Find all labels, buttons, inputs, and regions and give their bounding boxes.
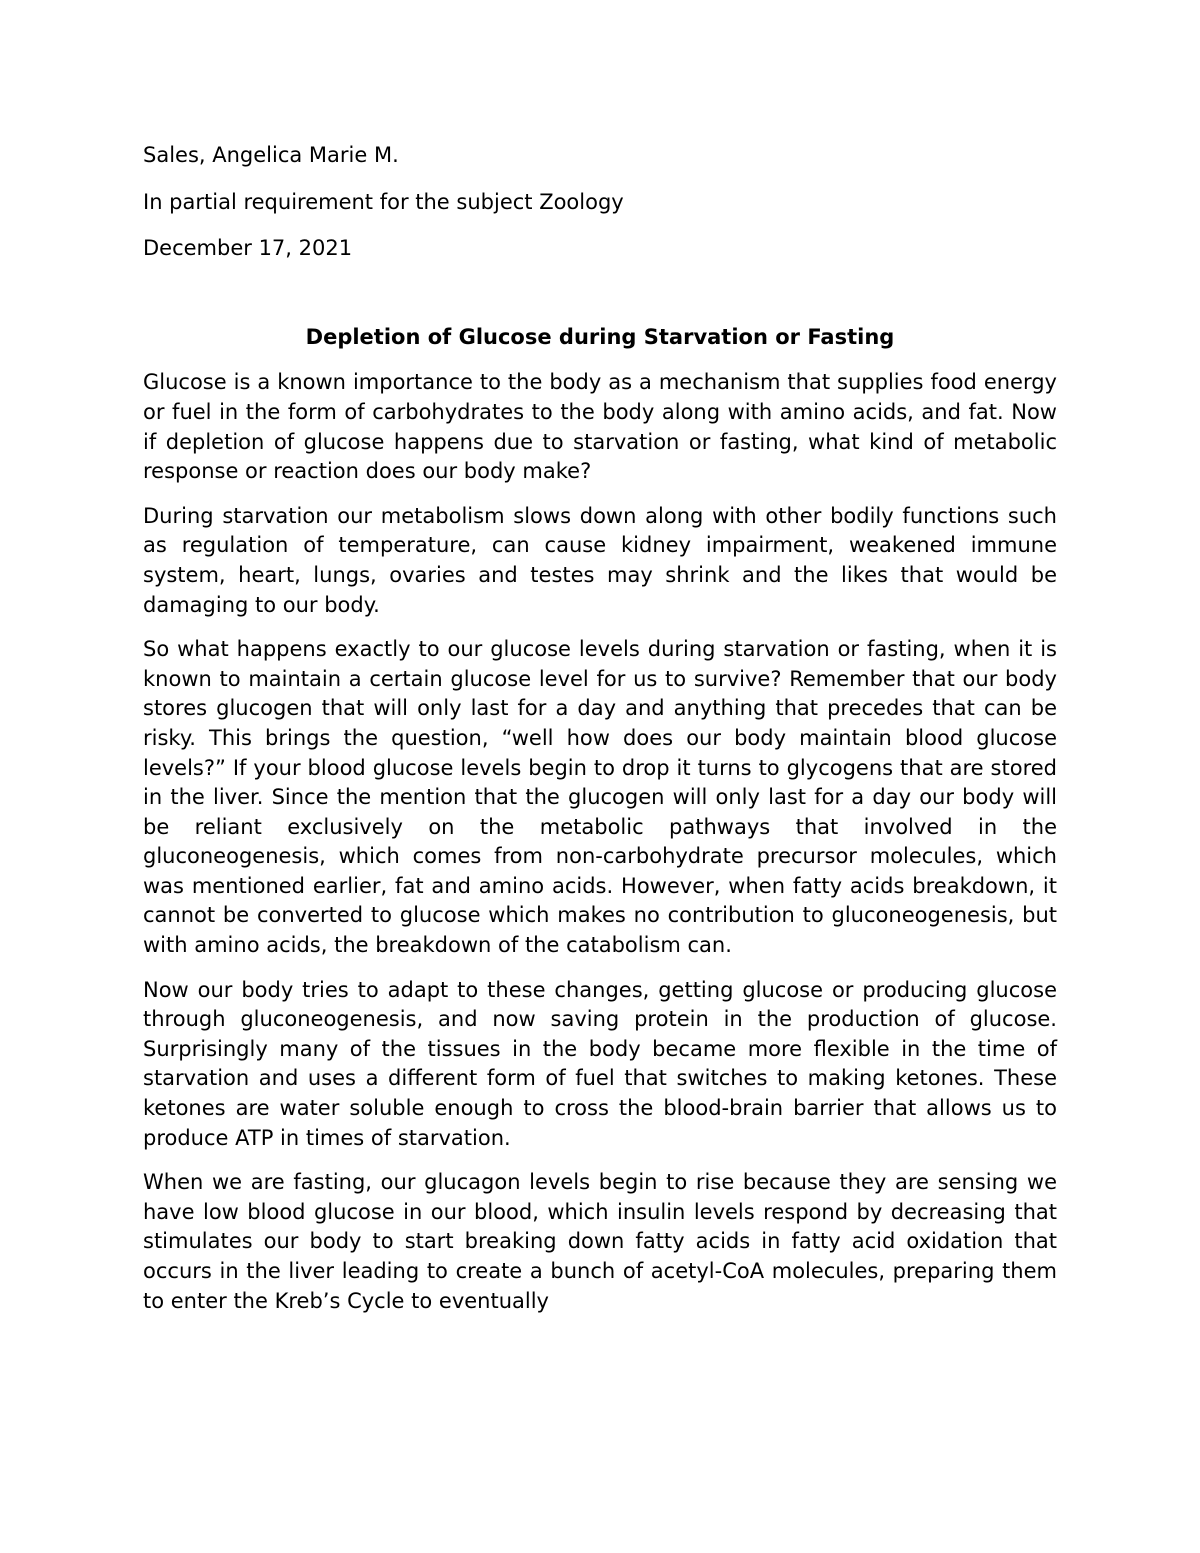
document-date: December 17, 2021 (143, 236, 353, 261)
paragraph-5: When we are fasting, our glucagon levels begin to rise because they are sensing we have low blood glucose in our blood, which insulin levels respond by decreasing that stimulates our body to start breaking down fatty acids in fatty acid oxidation that occurs in the liver leading to create a bunch of acetyl-CoA molecules, preparing them to enter the Kreb’s Cycle to eventually (143, 1170, 1057, 1313)
paragraph-4: Now our body tries to adapt to these changes, getting glucose or producing glucose through gluconeogenesis, and now saving protein in the production of glucose. Surprisingly many of the tissues in the body became more flexible in the time of starvation and uses a different form of fuel that switches to making ketones. These ketones are water soluble enough to cross the blood-brain barrier that allows us to produce ATP in times of starvation. (143, 977, 1057, 1150)
paragraph-2: During starvation our metabolism slows down along with other bodily functions such as regulation of temperature, can cause kidney impairment, weakened immune system, heart, lungs, ovaries and testes may shrink and the likes that would be damaging to our body. (143, 503, 1057, 617)
paragraph-1: Glucose is a known importance to the body as a mechanism that supplies food energy or fuel in the form of carbohydrates to the body along with amino acids, and fat. Now if depletion of glucose happens due to starvation or fasting, what kind of metabolic response or reaction does our body make? (143, 370, 1057, 484)
document-body (143, 141, 1057, 1316)
paragraph-3: So what happens exactly to our glucose levels during starvation or fasting, when it is known to maintain a certain glucose level for us to survive? Remember that our body stores glucogen that will only last for a day and anything that precedes that can be risky. This brings the question, “well how does our body maintain blood glucose levels?” If your blood glucose levels begin to drop it turns to glycogens that are stored in the liver. Since the mention that the glucogen will only last for a day our body will be reliant exclusively on the metabolic pathways that involved in the gluconeogenesis, which comes from non-carbohydrate precursor molecules, which was mentioned earlier, fat and amino acids. However, when fatty acids breakdown, it cannot be converted to glucose which makes no contribution to gluconeogenesis, but with amino acids, the breakdown of the catabolism can. (143, 637, 1057, 958)
document-title: Depletion of Glucose during Starvation or Fasting (305, 324, 895, 349)
requirement-line: In partial requirement for the subject Zoology (143, 189, 624, 214)
author-name: Sales, Angelica Marie M. (143, 143, 399, 167)
